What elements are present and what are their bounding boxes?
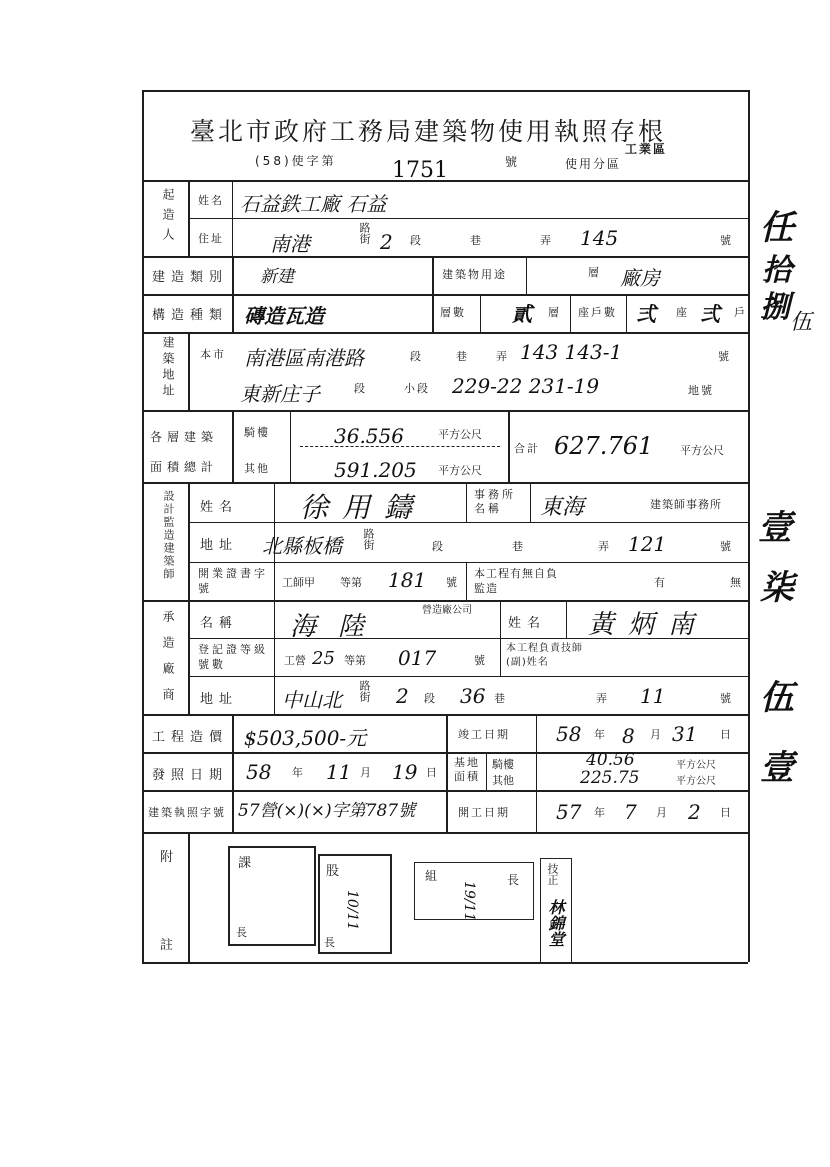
contractor-address-section: 2 bbox=[396, 684, 409, 708]
units-mid: 座 bbox=[676, 306, 689, 319]
zone-label: 使用分區 bbox=[565, 157, 622, 171]
stamp-a-title: 課 bbox=[238, 856, 252, 871]
contractor-person-value: 黃炳南 bbox=[588, 610, 709, 640]
designer-number-mark: 號 bbox=[720, 540, 733, 553]
site-section-label: 建築地址 bbox=[161, 336, 175, 400]
contractor-number-mark: 號 bbox=[720, 692, 733, 705]
designer-name-label: 姓名 bbox=[200, 500, 239, 515]
license-suffix: 號 bbox=[505, 155, 518, 169]
site-district-value: 南港區南港路 bbox=[244, 346, 364, 370]
margin-char: 伍 bbox=[760, 678, 794, 718]
designer-address-value: 北縣板橋 bbox=[262, 534, 342, 558]
site-lot-section-mark: 段 bbox=[354, 382, 367, 395]
builder-section-mark: 段 bbox=[410, 234, 423, 247]
cost-label: 工程造價 bbox=[152, 730, 229, 745]
builder-alley-mark: 弄 bbox=[540, 234, 553, 247]
contractor-name-suffix: 營造廠公司 bbox=[422, 605, 472, 616]
contractor-license-mid: 等第 bbox=[344, 654, 366, 667]
units-value: 弍 bbox=[636, 302, 656, 326]
designer-license-prefix: 工師甲 bbox=[282, 576, 315, 589]
issue-day-mark: 日 bbox=[426, 766, 439, 779]
builder-road-mark: 路街 bbox=[358, 222, 371, 244]
license-prefix: (58)使字第 bbox=[255, 154, 337, 168]
start-year-mark: 年 bbox=[594, 806, 607, 819]
completion-month: 8 bbox=[622, 724, 635, 748]
contractor-license-label: 登記證等級號數 bbox=[198, 643, 268, 671]
site-other-value: 225.75 bbox=[580, 768, 640, 788]
designer-section-label: 設計監造建築師 bbox=[162, 490, 175, 581]
area-arcade-value: 36.556 bbox=[334, 424, 404, 448]
contractor-license-value: 017 bbox=[398, 646, 437, 670]
contractor-person-label: 姓名 bbox=[508, 616, 547, 631]
area-arcade-label: 騎樓 bbox=[244, 426, 270, 439]
approval-stamp-section-chief bbox=[228, 846, 316, 946]
issue-year-mark: 年 bbox=[292, 766, 305, 779]
margin-char: 柒 bbox=[760, 568, 794, 608]
area-total-unit: 平方公尺 bbox=[680, 444, 724, 457]
contractor-section-mark: 段 bbox=[424, 692, 437, 705]
start-day: 2 bbox=[688, 800, 701, 824]
approval-stamp-group bbox=[414, 862, 534, 920]
contractor-license-mark: 號 bbox=[474, 654, 487, 667]
page-title: 臺北市政府工務局建築物使用執照存根 bbox=[190, 117, 667, 146]
contractor-license-class: 25 bbox=[312, 648, 335, 669]
site-lot-sub-mark: 小段 bbox=[404, 382, 430, 395]
site-section-mark: 段 bbox=[410, 350, 423, 363]
margin-char: 壹 bbox=[760, 748, 794, 788]
issue-month: 11 bbox=[326, 760, 352, 784]
margin-char: 捌 bbox=[760, 290, 790, 325]
contractor-address-lane: 36 bbox=[460, 684, 486, 708]
contractor-tech-label: 本工程負責技師(副)姓名 bbox=[506, 643, 583, 668]
stamp-b-date: 10/11 bbox=[344, 890, 360, 931]
designer-supervision-label: 本工程有無自負監造 bbox=[474, 567, 558, 595]
start-month-mark: 月 bbox=[656, 806, 669, 819]
site-lot-mark: 地號 bbox=[688, 384, 714, 397]
contractor-section-label: 承造廠商 bbox=[161, 610, 175, 714]
margin-char: 伍 bbox=[790, 310, 813, 335]
designer-license-label: 開業證書字號 bbox=[198, 567, 268, 595]
floors-mark: 層 bbox=[548, 306, 561, 319]
site-area-label: 基地面積 bbox=[454, 756, 480, 783]
permit-label: 建築執照字號 bbox=[148, 806, 226, 819]
margin-char: 壹 bbox=[758, 508, 792, 548]
builder-address-label: 住址 bbox=[198, 232, 224, 245]
structure-value: 磚造瓦造 bbox=[244, 304, 324, 328]
building-use-value: 廠房 bbox=[620, 266, 660, 290]
site-other-unit: 平方公尺 bbox=[676, 776, 716, 787]
designer-number-value: 121 bbox=[628, 532, 667, 556]
stamp-e-title: 技正 bbox=[546, 863, 559, 885]
stamp-c-date: 19/11 bbox=[461, 881, 477, 922]
notes-label-bottom: 註 bbox=[160, 938, 174, 953]
contractor-name-label: 名稱 bbox=[200, 616, 239, 631]
margin-char: 任 bbox=[760, 208, 794, 248]
units-mark: 戶 bbox=[734, 306, 747, 319]
site-number-value: 143 143-1 bbox=[520, 340, 623, 364]
site-alley-mark: 弄 bbox=[496, 350, 509, 363]
contractor-address-label: 地址 bbox=[200, 692, 239, 707]
building-use-floor-mark: 層 bbox=[588, 266, 601, 279]
zone-value: 工業區 bbox=[625, 142, 668, 156]
designer-name-value: 徐用鑄 bbox=[300, 491, 427, 524]
contractor-license-prefix: 工營 bbox=[284, 654, 306, 667]
site-arcade-label: 騎樓 bbox=[492, 758, 514, 771]
area-arcade-unit: 平方公尺 bbox=[438, 428, 482, 441]
issue-label: 發照日期 bbox=[152, 768, 229, 783]
permit-value: 57營(×)(×)字第787號 bbox=[238, 801, 416, 821]
site-lot-numbers: 229-22 231-19 bbox=[452, 374, 600, 398]
start-month: 7 bbox=[624, 800, 637, 824]
completion-label: 竣工日期 bbox=[458, 728, 510, 741]
start-year: 57 bbox=[556, 800, 582, 824]
floors-label: 層數 bbox=[440, 306, 466, 319]
approval-stamp-technician bbox=[540, 858, 572, 964]
builder-address-road: 南港 bbox=[270, 232, 310, 256]
builder-name-value: 石益鉄工廠 石益 bbox=[240, 192, 387, 216]
area-other-value: 591.205 bbox=[334, 458, 417, 482]
designer-address-label: 地址 bbox=[200, 538, 239, 553]
designer-supervision-alt: 無 bbox=[730, 576, 743, 589]
building-type-label: 建造類別 bbox=[152, 270, 229, 285]
issue-month-mark: 月 bbox=[360, 766, 373, 779]
designer-alley-mark: 弄 bbox=[598, 540, 611, 553]
site-lot-value: 東新庄子 bbox=[240, 382, 320, 406]
start-label: 開工日期 bbox=[458, 806, 510, 819]
start-day-mark: 日 bbox=[720, 806, 733, 819]
stamp-d-title: 長 bbox=[507, 873, 520, 887]
designer-road-mark: 路街 bbox=[362, 528, 375, 550]
contractor-address-road: 中山北 bbox=[282, 688, 342, 712]
builder-name-label: 姓名 bbox=[198, 194, 224, 207]
contractor-road-mark: 路街 bbox=[358, 680, 371, 702]
stamp-b-title-2: 長 bbox=[324, 936, 335, 949]
area-label: 各層建築面積總計 bbox=[150, 430, 219, 474]
building-type-value: 新建 bbox=[260, 267, 294, 287]
margin-char: 拾 bbox=[762, 253, 792, 288]
site-other-label: 其他 bbox=[492, 774, 514, 787]
designer-office-suffix: 建築師事務所 bbox=[650, 498, 722, 511]
completion-day-mark: 日 bbox=[720, 728, 733, 741]
area-other-label: 其他 bbox=[244, 462, 270, 475]
issue-day: 19 bbox=[392, 760, 418, 784]
cost-value: $503,500-元 bbox=[244, 726, 367, 750]
stamp-e-name: 林錦堂 bbox=[546, 899, 565, 947]
designer-section-mark: 段 bbox=[432, 540, 445, 553]
units-value-2: 弍 bbox=[700, 302, 720, 326]
units-label: 座戶數 bbox=[578, 306, 617, 319]
builder-address-section: 2 bbox=[380, 230, 393, 254]
structure-label: 構造種類 bbox=[152, 308, 229, 323]
site-city-label: 本市 bbox=[200, 348, 226, 361]
designer-office-value: 東海 bbox=[540, 495, 585, 520]
stamp-c-title: 組 bbox=[425, 869, 438, 883]
builder-section-label: 起造人 bbox=[161, 188, 175, 248]
designer-supervision-value: 有 bbox=[654, 576, 667, 589]
site-arcade-unit: 平方公尺 bbox=[676, 760, 716, 771]
notes-label-top: 附 bbox=[160, 850, 174, 865]
designer-license-mark: 號 bbox=[446, 576, 459, 589]
contractor-address-number: 11 bbox=[640, 684, 666, 708]
site-number-mark: 號 bbox=[718, 350, 731, 363]
builder-address-number: 145 bbox=[580, 226, 619, 250]
floors-value: 貳 bbox=[512, 302, 532, 326]
issue-year: 58 bbox=[246, 760, 272, 784]
contractor-alley-mark: 弄 bbox=[596, 692, 609, 705]
area-other-unit: 平方公尺 bbox=[438, 464, 482, 477]
completion-month-mark: 月 bbox=[650, 728, 663, 741]
site-lane-mark: 巷 bbox=[456, 350, 469, 363]
designer-office-label: 事務所名稱 bbox=[474, 488, 516, 515]
area-total-value: 627.761 bbox=[554, 432, 654, 460]
completion-year: 58 bbox=[556, 722, 582, 746]
stamp-a-title-2: 長 bbox=[236, 926, 247, 939]
contractor-lane-mark: 巷 bbox=[494, 692, 507, 705]
building-use-label: 建築物用途 bbox=[442, 268, 507, 281]
site-arcade-value: 40.56 bbox=[586, 750, 635, 770]
area-total-label: 合計 bbox=[514, 442, 540, 455]
stamp-b-title: 股 bbox=[326, 864, 340, 879]
designer-license-value: 181 bbox=[388, 568, 427, 592]
builder-lane-mark: 巷 bbox=[470, 234, 483, 247]
completion-year-mark: 年 bbox=[594, 728, 607, 741]
designer-license-mid: 等第 bbox=[340, 576, 362, 589]
approval-stamp-unit-chief bbox=[318, 854, 392, 954]
license-number: 1751 bbox=[392, 158, 448, 183]
contractor-name-value: 海陸 bbox=[290, 612, 387, 642]
builder-number-mark: 號 bbox=[720, 234, 733, 247]
designer-lane-mark: 巷 bbox=[512, 540, 525, 553]
completion-day: 31 bbox=[672, 722, 698, 746]
